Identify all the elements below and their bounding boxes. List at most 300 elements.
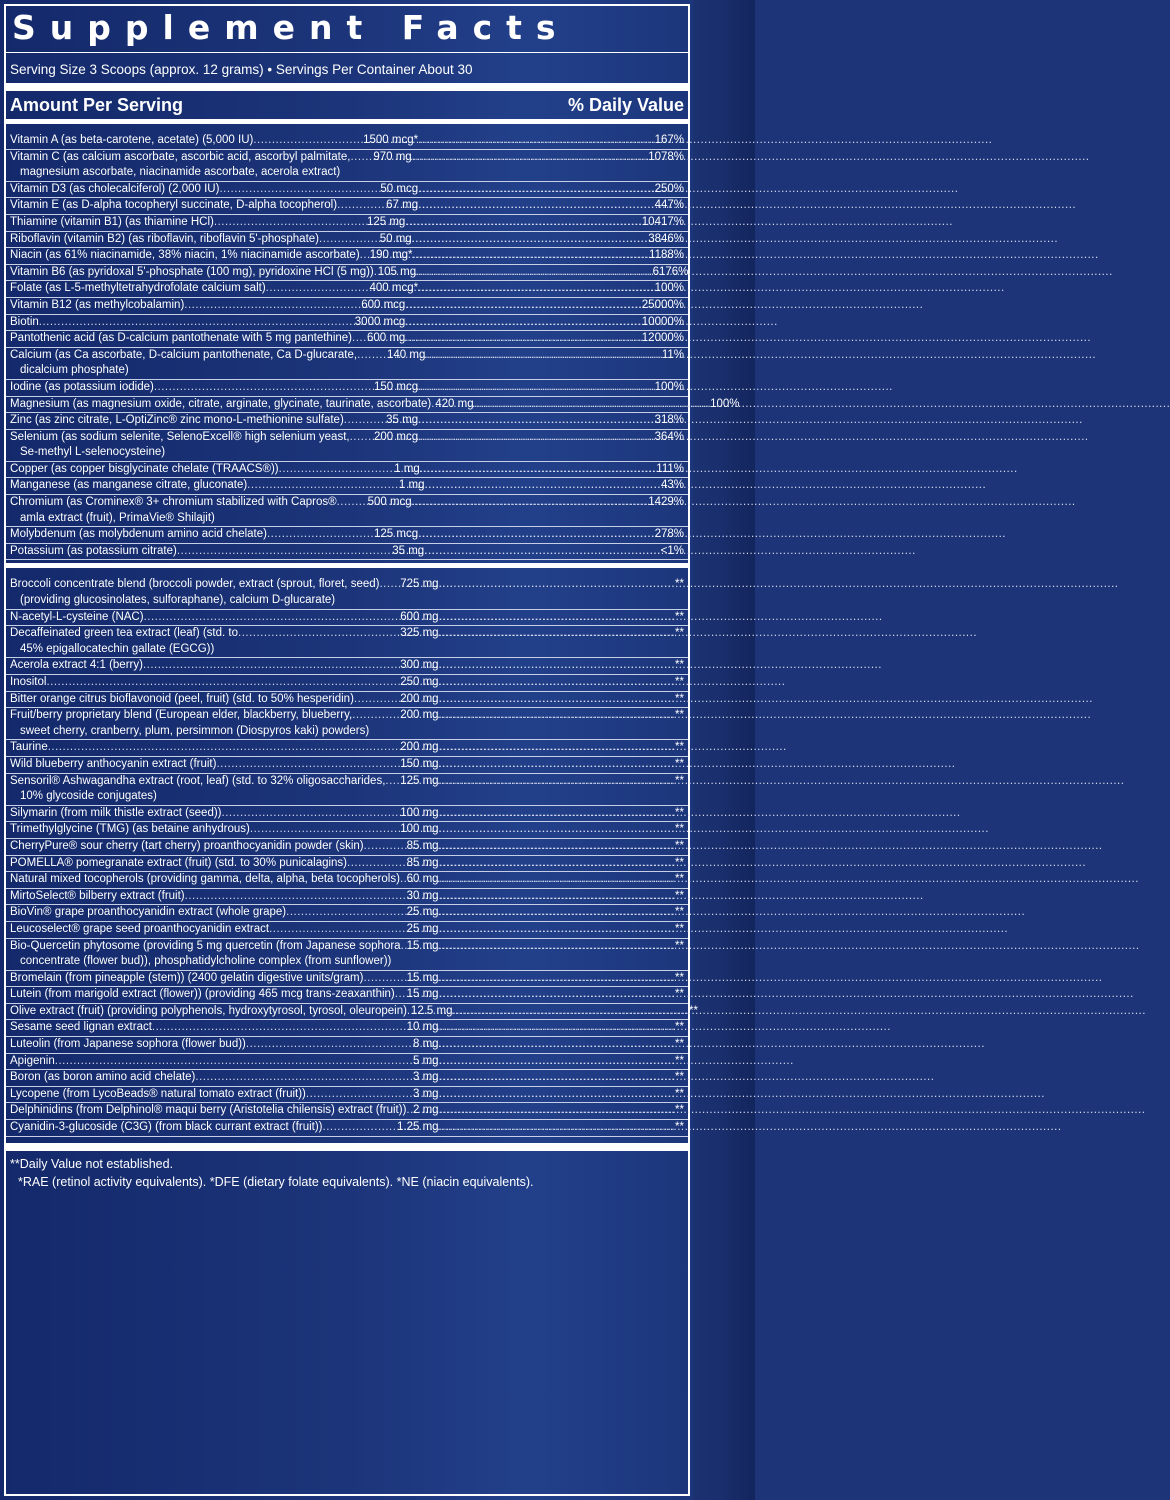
daily-value-cell [439, 905, 684, 921]
daily-value-percent: 250% [654, 182, 684, 195]
leader-dots [439, 822, 675, 838]
leader-dots [247, 478, 399, 494]
ingredient-line [10, 610, 684, 626]
daily-value-percent: ** [675, 839, 684, 852]
leader-dots [39, 315, 355, 331]
daily-value-cell [439, 971, 684, 987]
ingredient-name: Manganese (as manganese citrate, gluconate) [10, 479, 248, 492]
ingredient-line [10, 527, 684, 543]
daily-value-percent: ** [675, 610, 684, 623]
ingredient-amount: 970 mg [373, 150, 412, 163]
ingredient-name: Luteolin (from Japanese sophora (flower bud)) [10, 1038, 246, 1051]
ingredient-name: N-acetyl-L-cysteine (NAC) [10, 610, 144, 623]
daily-value-percent: 3846% [648, 232, 684, 245]
daily-value-percent: ** [675, 939, 684, 952]
leader-dots [344, 413, 386, 429]
daily-value-cell [439, 939, 684, 955]
leader-dots [439, 856, 675, 872]
leader-dots [46, 675, 400, 691]
daily-value-percent: 1429% [648, 496, 684, 509]
daily-value-percent: 278% [654, 528, 684, 541]
daily-value-cell [439, 839, 684, 855]
ingredient-line [10, 495, 684, 511]
daily-value-cell [439, 987, 684, 1003]
ingredient-line [10, 905, 684, 921]
ingredient-amount: 100 mg [400, 823, 439, 836]
leader-dots [214, 215, 367, 231]
leader-dots [420, 462, 656, 478]
leader-dots [418, 380, 654, 396]
ingredient-name: Magnesium (as magnesium oxide, citrate, arginate, glycinate, taurinate, ascorbate) [10, 397, 432, 410]
leader-dots [439, 905, 675, 921]
daily-value-percent: ** [675, 823, 684, 836]
leader-dots [439, 939, 675, 955]
ingredient-line [10, 987, 684, 1003]
leader-dots [412, 495, 648, 511]
ingredient-row [10, 872, 684, 889]
ingredient-amount: 50 mcg [380, 182, 419, 195]
ingredient-line [10, 856, 684, 872]
ingredient-name: Iodine (as potassium iodide) [10, 380, 154, 393]
daily-value-percent: ** [675, 659, 684, 672]
ingredient-row [10, 1070, 684, 1087]
ingredient-name: Acerola extract 4:1 (berry) [10, 659, 143, 672]
daily-value-cell [418, 413, 684, 429]
ingredient-row [10, 1103, 684, 1120]
ingredient-line [10, 839, 684, 855]
daily-value-cell [416, 265, 688, 281]
ingredient-row [10, 232, 684, 249]
leader-dots [279, 462, 395, 478]
ingredient-name: Pantothenic acid (as D-calcium pantothenate with 5 mg pantethine) [10, 332, 353, 345]
vitamins-list [10, 124, 740, 560]
leader-dots [439, 922, 675, 938]
ingredient-name: Potassium (as potassium citrate) [10, 544, 177, 557]
leader-dots [474, 397, 710, 413]
ingredient-row [10, 215, 684, 232]
ingredient-amount: 8 mg [412, 1038, 439, 1051]
daily-value-percent: ** [675, 757, 684, 770]
daily-value-cell [420, 462, 684, 478]
ingredient-name: Niacin (as 61% niacinamide, 38% niacin, 1% niacinamide ascorbate) [10, 249, 360, 262]
ingredient-row [10, 1037, 684, 1054]
leader-dots [424, 544, 660, 560]
ingredient-amount: 200 mg [400, 709, 439, 722]
ingredient-name: Vitamin B12 (as methylcobalamin) [10, 298, 185, 311]
leader-dots [177, 544, 392, 560]
ingredient-row [10, 626, 684, 658]
daily-value-cell [418, 527, 684, 543]
ingredient-line [10, 265, 689, 281]
ingredient-name: Sensoril® Ashwagandha extract (root, leaf) (std. to 32% oligosaccharides, [10, 774, 386, 787]
ingredient-amount: 15 mg [406, 988, 439, 1001]
ingredient-amount: 125 mcg [373, 528, 419, 541]
daily-value-percent: ** [675, 873, 684, 886]
daily-value-cell [418, 281, 684, 297]
ingredient-line [10, 281, 684, 297]
leader-dots [337, 198, 386, 214]
ingredient-name: Chromium (as Crominex® 3+ chromium stabilized with Capros® [10, 496, 337, 509]
leader-dots [352, 708, 400, 724]
daily-value-percent: 364% [654, 430, 684, 443]
ingredient-amount: 25 mg [406, 922, 439, 935]
footnote-daily-value: **Daily Value not established. [10, 1156, 174, 1171]
ingredient-line [10, 692, 684, 708]
leader-dots [418, 182, 654, 198]
ingredient-name: Boron (as boron amino acid chelate) [10, 1071, 196, 1084]
daily-value-cell [439, 675, 684, 691]
ingredient-amount: 200 mcg [373, 430, 419, 443]
daily-value-cell [405, 315, 684, 331]
ingredient-row [10, 939, 684, 971]
leader-dots [184, 298, 361, 314]
ingredient-name: BioVin® grape proanthocyanidin extract (whole grape) [10, 906, 287, 919]
leader-dots [363, 971, 406, 987]
leader-dots [319, 232, 380, 248]
ingredient-row [10, 987, 684, 1004]
ingredient-amount: 600 mcg [361, 298, 406, 311]
daily-value-cell [439, 922, 684, 938]
ingredient-row [10, 1004, 698, 1021]
ingredient-line [10, 1087, 684, 1103]
ingredient-name-continued: (providing glucosinolates, sulforaphane), calcium D-glucarate) [20, 594, 336, 607]
ingredient-name: Thiamine (vitamin B1) (as thiamine HCl) [10, 215, 214, 228]
daily-value-percent: ** [675, 1087, 684, 1100]
ingredient-line [10, 430, 684, 446]
leader-dots [439, 1054, 675, 1070]
leader-dots [439, 692, 675, 708]
daily-value-cell [418, 198, 684, 214]
leader-dots [337, 495, 368, 511]
ingredient-row [10, 757, 684, 774]
ingredient-row [10, 331, 684, 348]
ingredient-row [10, 610, 684, 627]
daily-value-cell [439, 1120, 684, 1136]
leader-dots [266, 281, 370, 297]
leader-dots [405, 298, 641, 314]
ingredient-name: Vitamin C (as calcium ascorbate, ascorbic acid, ascorbyl palmitate, [10, 150, 351, 163]
daily-value-percent: ** [675, 889, 684, 902]
leader-dots [439, 626, 675, 642]
leader-dots [412, 150, 648, 166]
ingredient-amount: 600 mg [400, 610, 439, 623]
leader-dots [418, 198, 654, 214]
daily-value-cell [418, 133, 684, 149]
daily-value-cell [439, 577, 684, 593]
ingredient-name: Selenium (as sodium selenite, SelenoExcell® high selenium yeast, [10, 430, 350, 443]
leader-dots [416, 265, 652, 281]
daily-value-percent: ** [675, 709, 684, 722]
ingredient-amount: 200 mg [400, 692, 439, 705]
ingredient-line [10, 248, 684, 264]
ingredient-line [10, 922, 684, 938]
ingredient-line [10, 708, 684, 724]
ingredient-amount: 190 mg* [369, 249, 413, 262]
leader-dots [405, 331, 641, 347]
ingredient-row [10, 348, 684, 380]
ingredient-row [10, 971, 684, 988]
daily-value-cell [439, 822, 684, 838]
ingredient-line [10, 577, 684, 593]
daily-value-cell [439, 626, 684, 642]
ingredient-amount: 1.25 mg [397, 1121, 439, 1134]
ingredient-row [10, 248, 684, 265]
ingredient-line [10, 774, 684, 790]
ingredient-amount: 60 mg [406, 873, 439, 886]
daily-value-cell [439, 1054, 684, 1070]
ingredient-name: Vitamin B6 (as pyridoxal 5'-phosphate (100 mg), pyridoxine HCl (5 mg)) [10, 265, 374, 278]
leader-dots [439, 1037, 675, 1053]
ingredient-line [10, 232, 684, 248]
ingredient-line [10, 462, 684, 478]
daily-value-cell [439, 757, 684, 773]
daily-value-cell [424, 544, 684, 560]
ingredient-name-continued: dicalcium phosphate) [20, 364, 129, 377]
ingredient-row [10, 1087, 684, 1104]
daily-value-percent: 447% [654, 199, 684, 212]
leader-dots [48, 740, 400, 756]
ingredient-amount: 125 mg [366, 215, 406, 228]
leader-dots [253, 133, 363, 149]
ingredient-amount: 2 mg [412, 1104, 439, 1117]
ingredient-name: Vitamin D3 (as cholecalciferol) (2,000 IU) [10, 182, 220, 195]
ingredient-row [10, 397, 740, 414]
ingredient-row [10, 527, 684, 544]
leader-dots [267, 527, 374, 543]
ingredient-name: Lycopene (from LycoBeads® natural tomato extract (fruit)) [10, 1087, 306, 1100]
ingredient-row [10, 380, 684, 397]
ingredient-line [10, 939, 684, 955]
ingredient-line [10, 133, 684, 149]
leader-dots [418, 281, 654, 297]
leader-dots [385, 774, 400, 790]
daily-value-percent: ** [675, 774, 684, 787]
leader-dots [412, 232, 648, 248]
daily-value-cell [439, 1020, 684, 1036]
ingredient-row [10, 1120, 684, 1137]
ingredient-line [10, 889, 684, 905]
leader-dots [306, 1087, 413, 1103]
ingredient-line [10, 1070, 684, 1086]
ingredient-amount: 325 mg [400, 627, 439, 640]
daily-value-percent: 100% [654, 380, 684, 393]
daily-value-percent: 167% [654, 134, 684, 146]
daily-value-percent: ** [675, 676, 684, 688]
leader-dots [439, 1070, 675, 1086]
ingredient-name: Lutein (from marigold extract (flower)) (providing 465 mcg trans-zeaxanthin) [10, 988, 395, 1001]
supplement-facts-panel [4, 4, 740, 1496]
ingredient-row [10, 822, 684, 839]
daily-value-cell [439, 856, 684, 872]
leader-dots [55, 1054, 413, 1070]
ingredient-amount: 100 mg [400, 806, 439, 819]
leader-dots [216, 757, 400, 773]
ingredient-line [10, 675, 684, 691]
ingredient-amount: 35 mg [392, 544, 425, 557]
ingredient-row [10, 806, 684, 823]
ingredient-name: Riboflavin (vitamin B2) (as riboflavin, riboflavin 5'-phosphate) [10, 232, 320, 245]
ingredient-line [10, 150, 684, 166]
ingredient-row [10, 856, 684, 873]
leader-dots [439, 987, 675, 1003]
divider-thick [6, 1143, 688, 1151]
ingredient-amount: 67 mg [386, 199, 419, 212]
leader-dots [439, 806, 675, 822]
ingredient-row [10, 413, 684, 430]
ingredient-line [10, 1037, 684, 1053]
ingredient-line [10, 315, 684, 331]
leader-dots [405, 215, 641, 231]
ingredient-row [10, 462, 684, 479]
ingredient-name-continued: concentrate (flower bud)), phosphatidylcholine complex (from sunflower)) [20, 955, 392, 968]
ingredient-amount: 125 mg [400, 774, 439, 787]
ingredient-amount: 400 mcg* [369, 282, 419, 295]
daily-value-percent: ** [675, 1021, 684, 1034]
daily-value-cell [474, 397, 740, 413]
ingredient-name: Natural mixed tocopherols (providing gamma, delta, alpha, beta tocopherols) [10, 873, 400, 886]
daily-value-percent: ** [675, 906, 684, 919]
ingredient-name: Silymarin (from milk thistle extract (seed)) [10, 806, 222, 819]
ingredient-line [10, 658, 684, 674]
daily-value-percent: <1% [660, 544, 684, 557]
ingredient-row [10, 675, 684, 692]
daily-value-percent: 100% [654, 282, 684, 295]
ingredient-line [10, 872, 684, 888]
ingredient-line [10, 757, 684, 773]
leader-dots [439, 740, 675, 756]
ingredient-amount: 12.5 mg [410, 1004, 453, 1017]
daily-value-cell [439, 774, 684, 790]
ingredient-row [10, 298, 684, 315]
ingredient-amount: 150 mcg [373, 380, 419, 393]
leader-dots [185, 889, 407, 905]
ingredient-name: MirtoSelect® bilberry extract (fruit) [10, 889, 185, 902]
daily-value-cell [418, 380, 684, 396]
ingredient-amount: 25 mg [406, 906, 439, 919]
leader-dots [379, 577, 400, 593]
ingredient-name-continued: amla extract (fruit), PrimaVie® Shilajit) [20, 511, 215, 524]
ingredient-amount: 85 mg [406, 839, 439, 852]
leader-dots [400, 872, 407, 888]
ingredient-amount: 30 mg [406, 889, 439, 902]
daily-value-cell [413, 248, 684, 264]
ingredient-line [10, 1020, 684, 1036]
ingredient-amount: 85 mg [406, 856, 439, 869]
daily-value-percent: ** [675, 1104, 684, 1117]
daily-value-cell [439, 692, 684, 708]
leader-dots [439, 757, 675, 773]
daily-value-percent: 1188% [649, 249, 684, 262]
daily-value-percent: ** [675, 806, 684, 819]
ingredient-row [10, 658, 684, 675]
ingredient-amount: 200 mg [400, 741, 439, 754]
leader-dots [439, 1087, 675, 1103]
ingredient-line [10, 397, 740, 413]
ingredient-row [10, 478, 684, 495]
ingredient-amount: 3 mg [412, 1087, 439, 1100]
daily-value-cell [418, 430, 684, 446]
ingredient-name: Taurine [10, 741, 48, 754]
daily-value-percent: ** [675, 692, 684, 705]
leader-dots [439, 610, 675, 626]
daily-value-cell [405, 331, 684, 347]
ingredient-name: Zinc (as zinc citrate, L-OptiZinc® zinc mono-L-methionine sulfate) [10, 414, 344, 427]
leader-dots [418, 133, 654, 149]
ingredient-line [10, 298, 684, 314]
row-divider [6, 1136, 688, 1137]
ingredient-line [10, 1120, 684, 1136]
daily-value-cell [412, 232, 684, 248]
panel-title: Supplement Facts [12, 8, 570, 47]
leader-dots [323, 1120, 397, 1136]
ingredient-row [10, 922, 684, 939]
daily-value-percent: ** [675, 741, 684, 754]
ingredient-name: Vitamin A (as beta-carotene, acetate) (5,000 IU) [10, 134, 254, 146]
daily-value-percent: ** [675, 578, 684, 591]
daily-value-cell [425, 348, 684, 364]
leader-dots [418, 430, 654, 446]
daily-value-percent: 10417% [641, 215, 684, 228]
leader-dots [439, 1020, 675, 1036]
ingredient-name: CherryPure® sour cherry (tart cherry) proanthocyanidin powder (skin) [10, 839, 364, 852]
ingredient-name: Molybdenum (as molybdenum amino acid chelate) [10, 528, 267, 541]
daily-value-cell [439, 1037, 684, 1053]
ingredient-amount: 5 mg [412, 1054, 439, 1067]
leader-dots [364, 839, 407, 855]
ingredient-name: POMELLA® pomegranate extract (fruit) (std. to 30% punicalagins) [10, 856, 348, 869]
daily-value-cell [439, 658, 684, 674]
ingredient-row [10, 708, 684, 740]
leader-dots [144, 610, 401, 626]
leader-dots [424, 478, 660, 494]
daily-value-cell [424, 478, 684, 494]
ingredient-name: Folate (as L-5-methyltetrahydrofolate calcium salt) [10, 282, 266, 295]
ingredient-name-continued: 10% glycoside conjugates) [20, 790, 157, 803]
daily-value-cell [405, 298, 684, 314]
ingredient-row [10, 1020, 684, 1037]
daily-value-percent: 318% [654, 414, 684, 427]
ingredient-row [10, 315, 684, 332]
leader-dots [354, 692, 400, 708]
daily-value-percent: 43% [660, 479, 684, 492]
leader-dots [154, 380, 374, 396]
daily-value-percent: ** [675, 627, 684, 640]
ingredient-name: Vitamin E (as D-alpha tocopheryl succinate, D-alpha tocopherol) [10, 199, 338, 212]
leader-dots [152, 1020, 407, 1036]
ingredient-name-continued: sweet cherry, cranberry, plum, persimmon (Diospyros kaki) powders) [20, 724, 370, 737]
daily-value-percent: ** [675, 1038, 684, 1051]
ingredient-row [10, 182, 684, 199]
leader-dots [425, 348, 661, 364]
serving-info: Serving Size 3 Scoops (approx. 12 grams) • Servings Per Container About 30 [10, 62, 473, 77]
ingredient-amount: 105 mg [377, 265, 417, 278]
ingredient-name: Copper (as copper bisglycinate chelate (TRAACS®)) [10, 462, 279, 475]
ingredient-amount: 300 mg [400, 659, 439, 672]
daily-value-cell [439, 872, 684, 888]
leader-dots [250, 822, 400, 838]
ingredient-line [10, 182, 684, 198]
daily-value-cell [439, 889, 684, 905]
ingredient-row [10, 839, 684, 856]
daily-value-percent: 1078% [648, 150, 684, 163]
footer-notes [10, 1151, 684, 1191]
ingredient-line [10, 348, 684, 364]
ingredient-line [10, 198, 684, 214]
ingredient-line [10, 544, 684, 560]
daily-value-percent: 111% [656, 462, 684, 475]
ingredient-line [10, 1004, 698, 1020]
ingredient-name: Leucoselect® grape seed proanthocyanidin extract [10, 922, 270, 935]
